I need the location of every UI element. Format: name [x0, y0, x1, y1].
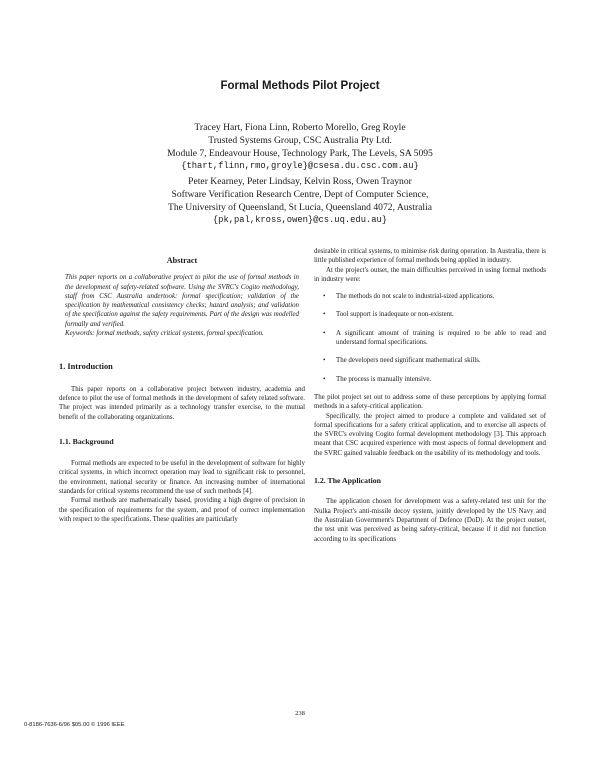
- author-names-1: Tracey Hart, Fiona Linn, Roberto Morello, Greg Royle: [194, 122, 406, 133]
- bullet-icon: •: [323, 329, 326, 337]
- list-item: [314, 375, 546, 384]
- bullet-icon: •: [323, 357, 326, 365]
- paper-title: Formal Methods Pilot Project: [220, 80, 380, 92]
- list-item: [314, 329, 546, 348]
- isbn-footer: 0-8186-7636-6/96 $05.00 © 1996 IEEE: [24, 722, 125, 728]
- author-address-2: The University of Queensland, St Lucia, Queensland 4072, Australia: [167, 202, 433, 213]
- application-paragraph: The application chosen for development was a safety-related test unit for the Nulka Project's anti-missile decoy system, jointly developed by the US Navy and the Australian Government's Department of Defence (DoD). At the project outset, the test unit was perceived as being safety-critical, because if it did not function according to its specifications: [314, 498, 546, 543]
- bullet-icon: •: [323, 375, 326, 383]
- subsection-heading-application: 1.2. The Application: [314, 476, 382, 486]
- author-emails-1: {thart,flinn,rmo,groyle}@csesa.du.csc.com.au}: [181, 161, 419, 171]
- author-affiliation-1: Trusted Systems Group, CSC Australia Pty Ltd.: [208, 135, 392, 146]
- list-item-text: The developers need significant mathematical skills.: [336, 357, 481, 365]
- right-column: [314, 247, 546, 544]
- author-address-1: Module 7, Endeavour House, Technology Park, The Levels, SA 5095: [167, 148, 433, 159]
- list-item-text: A significant amount of training is required to be able to read and understand formal specifications.: [336, 329, 546, 347]
- author-block-2: [0, 175, 600, 227]
- list-item: [314, 356, 546, 365]
- introduction-paragraph: This paper reports on a collaborative project between industry, academia and defence to pilot the use of formal methods in the development of safety related software. The project was intended primarily as a technology transfer exercise, to the mutual benefit of the collaborating organizations.: [59, 385, 305, 421]
- list-item-text: The process is manually intensive.: [336, 375, 432, 383]
- list-item-text: The methods do not scale to industrial-sized applications.: [336, 293, 495, 301]
- bullet-icon: •: [323, 311, 326, 319]
- list-item: [314, 310, 546, 319]
- abstract-text: This paper reports on a collaborative project to pilot the use of formal methods in the development of safety-related software. Using the SVRC's Cogito methodology, staff from CSC Australia undertook: formal specification; validation of the specification by mathematical consistency checks; hazard analysis; and validation of the specification against the safety requirements. Part of the design was modelled formally and verified.: [65, 274, 299, 328]
- section-heading-introduction: 1. Introduction: [59, 362, 113, 372]
- list-item: [314, 292, 546, 301]
- background-paragraph-1: Formal methods are expected to be useful in the development of software for highly critical systems, in which incorrect operation may lead to significant risk to personnel, the environment, national security or finance. An increasing number of international standards for critical systems recommend the use of such methods [4].: [59, 460, 305, 496]
- author-block-1: [0, 121, 600, 173]
- difficulties-list: [314, 292, 546, 384]
- left-column: [59, 256, 305, 524]
- author-emails-2: {pk,pal,kross,owen}@cs.uq.edu.au}: [212, 215, 388, 225]
- subsection-heading-background: 1.1. Background: [59, 436, 114, 446]
- abstract-heading: Abstract: [166, 256, 198, 265]
- background-paragraph-2: Formal methods are mathematically based, providing a high degree of precision in the specification of requirements for the system, and proof of correct implementation with respect to the specifications. These qualities are particularly: [59, 497, 305, 523]
- continued-paragraph: desirable in critical systems, to minimise risk during operation. In Australia, there is little published experience of formal methods being applied in industry.: [314, 248, 546, 265]
- author-affiliation-2: Software Verification Research Centre, Dept of Computer Science,: [171, 189, 429, 200]
- specifically-paragraph: Specifically, the project aimed to produce a complete and validated set of formal specifications for a safety critical application, and to exercise all aspects of the SVRC's evolving Cogito formal development methodology [3]. This approach meant that CSC acquired experience with most aspects of formal development and the SVRC gained valuable feedback on the usability of its methodology and tools.: [314, 412, 546, 457]
- pilot-paragraph: The pilot project set out to address some of these perceptions by applying formal methods in a safety-critical application.: [314, 393, 546, 411]
- author-names-2: Peter Kearney, Peter Lindsay, Kelvin Ross, Owen Traynor: [188, 176, 412, 187]
- outset-paragraph: At the project's outset, the main difficulties perceived in using formal methods in industry were:: [314, 266, 546, 283]
- bullet-icon: •: [323, 293, 326, 301]
- page-number: 238: [295, 710, 305, 717]
- keywords-text: Keywords: formal methods, safety critical systems, formal specification.: [65, 330, 264, 338]
- list-item-text: Tool support is inadequate or non-existent.: [336, 311, 454, 319]
